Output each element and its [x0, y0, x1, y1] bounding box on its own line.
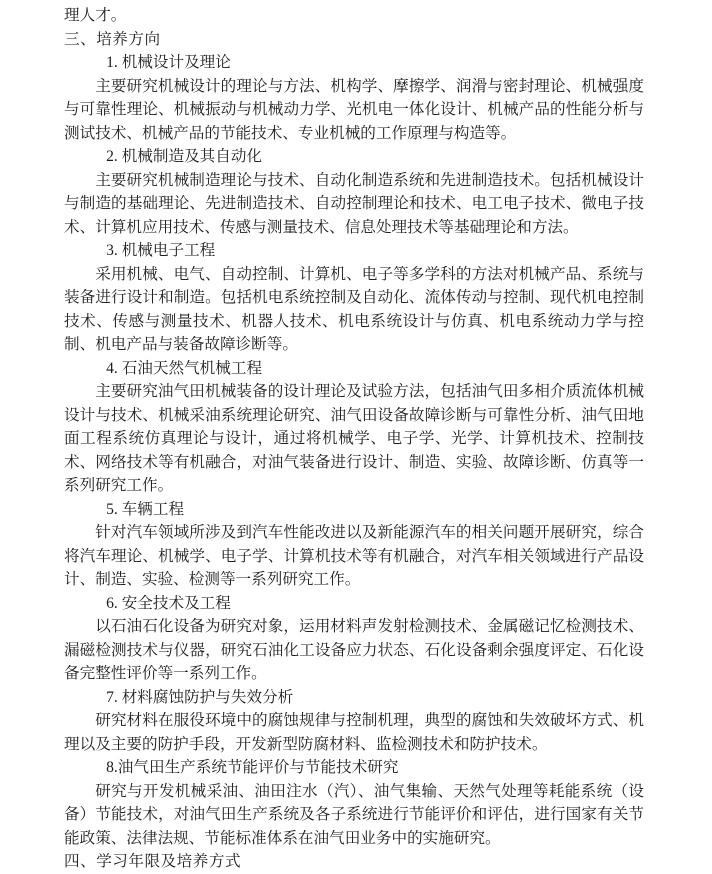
direction-5-title: 5. 车辆工程 [106, 500, 185, 518]
direction-4-title: 4. 石油天然气机械工程 [106, 359, 263, 377]
direction-6-body: 以石油石化设备为研究对象，运用材料声发射检测技术、金属磁记忆检测技术、漏磁检测技术与仪器，研究石油化工设备应力状态、石化设备剩余强度评定、石化设备完整性评价等一系列工作。 [64, 618, 644, 682]
direction-5-body: 针对汽车领域所涉及到汽车性能改进以及新能源汽车的相关问题开展研究，综合将汽车理论、机械学、电子学、计算机技术等有机融合，对汽车相关领域进行产品设计、制造、实验、检测等一系列研究工作。 [64, 524, 644, 588]
direction-4-body: 主要研究油气田机械装备的设计理论及试验方法，包括油气田多相介质流体机械设计与技术、机械采油系统理论研究、油气田设备故障诊断与可靠性分析、油气田地面工程系统仿真理论与设计，通过将机械学、电子学、光学、计算机技术、控制技术、网络技术等有机融合，对油气装备进行设计、制造、实验、故障诊断、仿真等一系列研究工作。 [64, 383, 644, 494]
direction-8-title: 8.油气田生产系统节能评价与节能技术研究 [106, 759, 399, 776]
section-heading-cultivation-directions: 三、培养方向 [64, 30, 161, 48]
direction-1-title: 1. 机械设计及理论 [106, 54, 231, 71]
direction-3-body: 采用机械、电气、自动控制、计算机、电子等多学科的方法对机械产品、系统与装备进行设计和制造。包括机电系统控制及自动化、流体传动与控制、现代机电控制技术、传感与测量技术、机器人技术、机电系统设计与仿真、机电系统动力学与控制、机电产品与装备故障诊断等。 [64, 265, 644, 353]
direction-3-title: 3. 机械电子工程 [106, 242, 216, 259]
direction-7-body: 研究材料在服役环境中的腐蚀规律与控制机理，典型的腐蚀和失效破坏方式、机理以及主要的防护手段，开发新型防腐材料、监检测技术和防护技术。 [64, 712, 644, 753]
direction-1-body: 主要研究机械设计的理论与方法、机构学、摩擦学、润滑与密封理论、机械强度与可靠性理论、机械振动与机械动力学、光机电一体化设计、机械产品的性能分析与测试技术、机械产品的节能技术、专业机械的工作原理与构造等。 [64, 77, 644, 142]
direction-2-body: 主要研究机械制造理论与技术、自动化制造系统和先进制造技术。包括机械设计与制造的基础理论、先进制造技术、自动控制理论和技术、电工电子技术、微电子技术、计算机应用技术、传感与测量技术、信息处理技术等基础理论和方法。 [64, 171, 644, 236]
section-heading-study-period: 四、学习年限及培养方式 [64, 853, 242, 870]
paragraph-continuation-fragment: 理人才。 [64, 7, 127, 24]
direction-7-title: 7. 材料腐蚀防护与失效分析 [106, 688, 294, 706]
direction-2-title: 2. 机械制造及其自动化 [106, 148, 263, 165]
direction-8-body: 研究与开发机械采油、油田注水（汽）、油气集输、天然气处理等耗能系统（设备）节能技术，对油气田生产系统及各子系统进行节能评价和评估，进行国家有关节能政策、法律法规、节能标准体系在油气田业务中的实施研究。 [64, 782, 644, 847]
direction-6-title: 6. 安全技术及工程 [106, 594, 231, 612]
